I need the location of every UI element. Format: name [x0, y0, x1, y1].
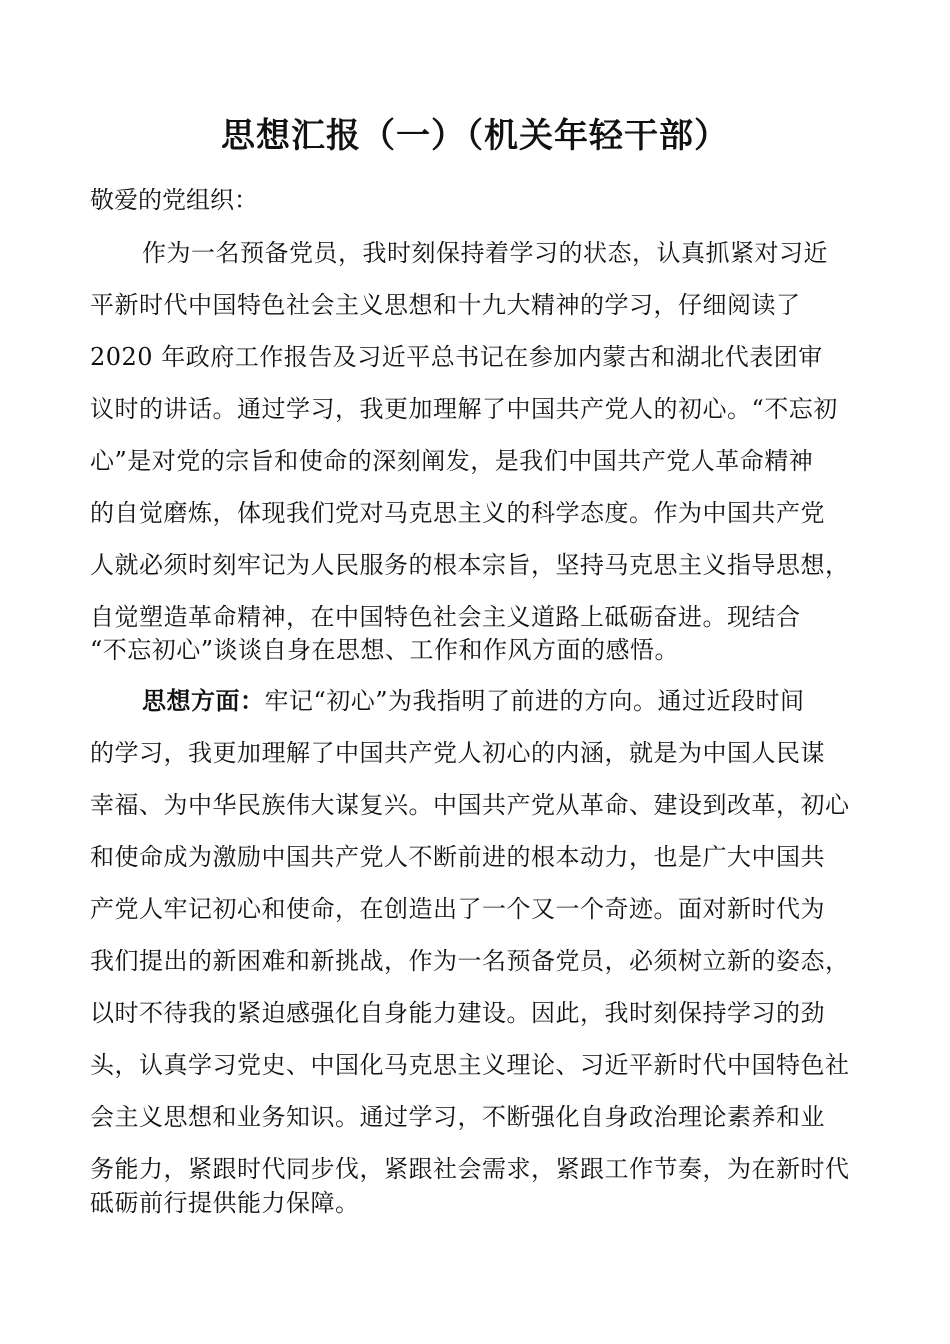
paragraph-line: 人就必须时刻牢记为人民服务的根本宗旨，坚持马克思主义指导思想， [90, 551, 850, 579]
paragraph-line: 务能力，紧跟时代同步伐，紧跟社会需求，紧跟工作节奏，为在新时代 [90, 1155, 850, 1183]
paragraph-line: “不忘初心”谈谈自身在思想、工作和作风方面的感悟。 [90, 636, 680, 664]
paragraph-line: 产党人牢记初心和使命，在创造出了一个又一个奇迹。面对新时代为 [90, 895, 825, 923]
paragraph-line: 的学习，我更加理解了中国共产党人初心的内涵，就是为中国人民谋 [90, 739, 825, 767]
paragraph-line: 和使命成为激励中国共产党人不断前进的根本动力，也是广大中国共 [90, 843, 825, 871]
paragraph-line [142, 681, 805, 721]
paragraph-line: 议时的讲话。通过学习，我更加理解了中国共产党人的初心。“不忘初 [90, 395, 838, 423]
paragraph-line: 作为一名预备党员，我时刻保持着学习的状态，认真抓紧对习近 [142, 239, 828, 267]
paragraph-line: 会主义思想和业务知识。通过学习，不断强化自身政治理论素养和业 [90, 1103, 825, 1131]
salutation: 敬爱的党组织： [90, 186, 258, 214]
paragraph-line: 2020 年政府工作报告及习近平总书记在参加内蒙古和湖北代表团审 [90, 343, 823, 371]
paragraph-line: 头，认真学习党史、中国化马克思主义理论、习近平新时代中国特色社 [90, 1051, 850, 1079]
paragraph-line: 心”是对党的宗旨和使命的深刻阐发，是我们中国共产党人革命精神 [90, 447, 814, 475]
paragraph-line: 自觉塑造革命精神，在中国特色社会主义道路上砥砺奋进。现结合 [90, 603, 801, 631]
paragraph-line: 平新时代中国特色社会主义思想和十九大精神的学习，仔细阅读了 [90, 291, 801, 319]
section-heading: 思想方面： [142, 687, 265, 715]
paragraph-line: 的自觉磨炼，体现我们党对马克思主义的科学态度。作为中国共产党 [90, 499, 825, 527]
paragraph-line: 砥砺前行提供能力保障。 [90, 1189, 360, 1217]
paragraph-line: 我们提出的新困难和新挑战，作为一名预备党员，必须树立新的姿态， [90, 947, 850, 975]
paragraph-text: 牢记“初心”为我指明了前进的方向。通过近段时间 [264, 687, 805, 715]
paragraph-line: 幸福、为中华民族伟大谋复兴。中国共产党从革命、建设到改革，初心 [90, 791, 850, 819]
document-title: 思想汇报（一）（机关年轻干部） [221, 116, 729, 156]
paragraph-line: 以时不待我的紧迫感强化自身能力建设。因此，我时刻保持学习的劲 [90, 999, 825, 1027]
